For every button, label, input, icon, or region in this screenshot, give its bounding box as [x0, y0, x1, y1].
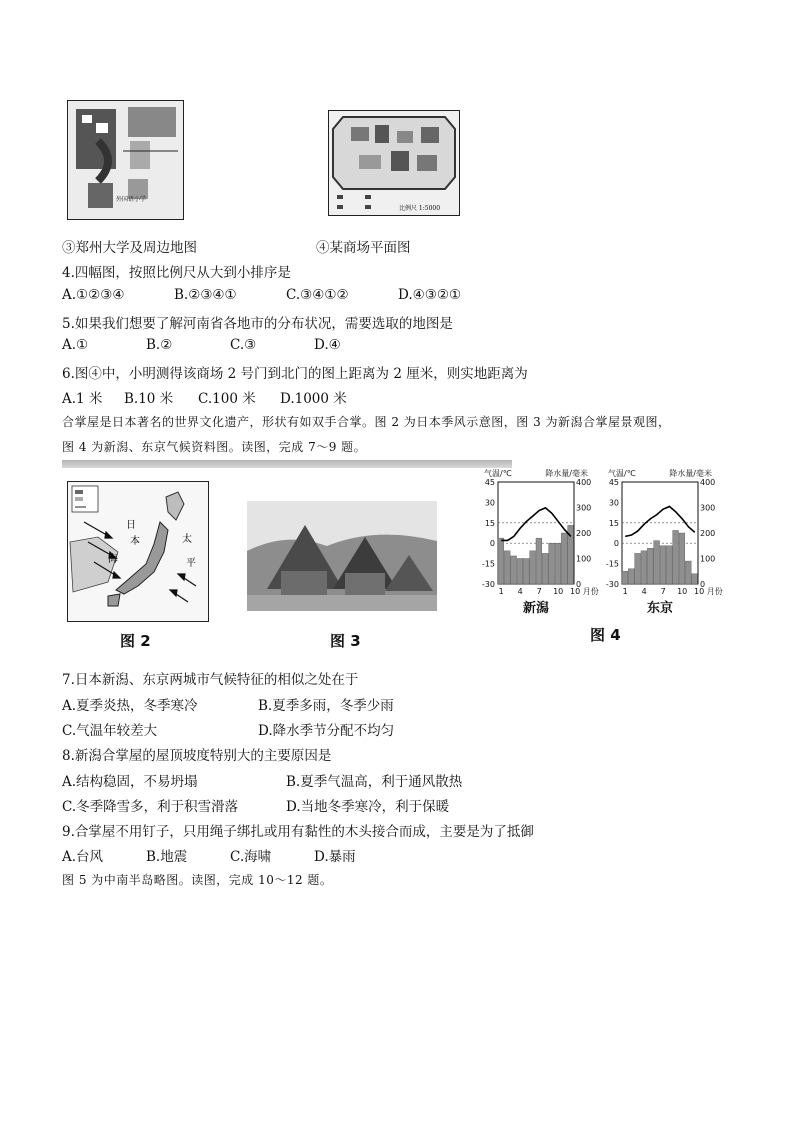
gassho-house-photo — [247, 501, 437, 611]
month-tick-label: 7 — [660, 587, 666, 596]
month-tick-label: 1 — [498, 587, 504, 596]
q5-option-b[interactable]: B.② — [146, 337, 173, 353]
temp-tick-label: 15 — [608, 518, 619, 528]
month-tick-label: 10 — [677, 587, 688, 596]
precip-bar — [549, 543, 555, 584]
month-tick-label: 4 — [517, 587, 523, 596]
precip-bar — [641, 551, 647, 584]
temp-tick-label: 0 — [613, 539, 619, 549]
precip-bar — [692, 574, 698, 584]
q7-option-c[interactable]: C.气温年较差大 — [62, 723, 158, 739]
precip-bar — [666, 546, 672, 584]
temp-tick-label: 30 — [484, 498, 495, 508]
precip-bar — [523, 559, 529, 585]
q8-option-a[interactable]: A.结构稳固，不易坍塌 — [62, 774, 198, 790]
precip-bar — [673, 530, 679, 584]
precip-bar — [685, 561, 691, 584]
temp-tick-label: 45 — [484, 478, 495, 487]
q6-option-d[interactable]: D.1000 米 — [280, 391, 347, 407]
svg-text:太: 太 — [182, 534, 192, 545]
precip-tick-label: 0 — [700, 580, 706, 589]
precip-bar — [504, 551, 510, 584]
mall-floor-plan — [328, 110, 460, 216]
precip-tick-label: 100 — [700, 554, 716, 564]
temp-tick-label: -15 — [481, 559, 495, 569]
month-tick-label: 1 — [622, 587, 628, 596]
q6-option-c[interactable]: C.100 米 — [198, 391, 256, 407]
svg-text:平: 平 — [186, 558, 196, 569]
precip-bar — [542, 553, 548, 584]
gassho-house-drawing — [247, 501, 437, 611]
precip-tick-label: 300 — [700, 503, 716, 513]
temp-tick-label: 15 — [484, 518, 495, 528]
temp-tick-label: -30 — [481, 580, 495, 589]
q5-option-d[interactable]: D.④ — [314, 337, 341, 353]
japan-monsoon-map — [67, 481, 209, 622]
precip-bar — [517, 559, 523, 585]
fig3-photo-caption: 图 3 — [330, 632, 361, 650]
month-tick-label: 7 — [536, 587, 542, 596]
precip-tick-label: 400 — [576, 478, 592, 487]
q9-option-d[interactable]: D.暴雨 — [314, 849, 356, 865]
precip-axis-label: 降水量/毫米 — [669, 469, 712, 478]
q7-stem: 7.日本新潟、东京两城市气候特征的相似之处在于 — [62, 672, 359, 688]
q4-option-c[interactable]: C.③④①② — [286, 287, 349, 303]
precip-bar — [561, 533, 567, 584]
zhengzhou-university-map — [67, 100, 184, 220]
precip-tick-label: 300 — [576, 503, 592, 513]
precip-bar — [536, 538, 542, 584]
svg-text:海: 海 — [108, 554, 118, 565]
precip-tick-label: 200 — [700, 529, 716, 538]
precip-bar — [530, 551, 536, 584]
q6-stem: 6.图④中，小明测得该商场 2 号门到北门的图上距离为 2 厘米，则实地距离为 — [62, 366, 528, 382]
q9-option-c[interactable]: C.海啸 — [230, 849, 272, 865]
q6-option-b[interactable]: B.10 米 — [124, 391, 174, 407]
temp-axis-label: 气温/℃ — [608, 469, 636, 478]
intro-paragraph-line2: 图 4 为新潟、东京气候资料图。读图，完成 7～9 题。 — [62, 440, 367, 454]
temp-tick-label: -30 — [605, 580, 619, 589]
precip-axis-label: 降水量/毫米 — [545, 469, 588, 478]
precip-bar — [622, 571, 628, 584]
intro-q10-12: 图 5 为中南半岛略图。读图，完成 10～12 题。 — [62, 873, 333, 887]
temp-tick-label: 45 — [608, 478, 619, 487]
q8-option-d[interactable]: D.当地冬季寒冷，利于保暖 — [286, 799, 450, 815]
japan-map-drawing — [68, 482, 208, 621]
q4-stem: 4.四幅图，按照比例尺从大到小排序是 — [62, 265, 291, 281]
precip-bar — [679, 533, 685, 584]
precip-bar — [660, 546, 666, 584]
q9-option-a[interactable]: A.台风 — [62, 849, 104, 865]
precip-tick-label: 0 — [576, 580, 582, 589]
q7-option-a[interactable]: A.夏季炎热，冬季寒冷 — [62, 698, 198, 714]
temp-tick-label: -15 — [605, 559, 619, 569]
fig2-caption: 图 2 — [120, 632, 151, 650]
q8-option-b[interactable]: B.夏季气温高，利于通风散热 — [286, 774, 463, 790]
svg-text:本: 本 — [130, 536, 140, 547]
temp-axis-label: 气温/℃ — [484, 469, 512, 478]
q8-option-c[interactable]: C.冬季降雪多，利于积雪滑落 — [62, 799, 239, 815]
q8-stem: 8.新潟合掌屋的屋顶坡度特别大的主要原因是 — [62, 748, 332, 764]
q5-stem: 5.如果我们想要了解河南省各地市的分布状况，需要选取的地图是 — [62, 316, 453, 332]
fig4-chart-caption: 图 4 — [590, 626, 621, 644]
precip-bar — [511, 556, 517, 584]
mall-plan-drawing — [329, 111, 459, 215]
q5-option-a[interactable]: A.① — [62, 337, 89, 353]
precip-bar — [647, 548, 653, 584]
fig4-caption: ④某商场平面图 — [316, 240, 411, 256]
precip-tick-label: 400 — [700, 478, 716, 487]
q4-option-a[interactable]: A.①②③④ — [62, 287, 125, 303]
precip-tick-label: 100 — [576, 554, 592, 564]
city-name-label: 新潟 — [522, 601, 550, 616]
school-label: 外国语小学 — [116, 196, 147, 203]
month-axis-unit: 10 月份 — [570, 587, 599, 596]
precip-bar — [498, 538, 504, 584]
climate-charts — [478, 462, 728, 622]
precip-bar — [654, 541, 660, 584]
temp-tick-label: 30 — [608, 498, 619, 508]
q4-option-b[interactable]: B.②③④① — [174, 287, 237, 303]
scan-artifact-strip — [62, 460, 512, 468]
fig3-caption: ③郑州大学及周边地图 — [62, 240, 197, 256]
month-tick-label: 4 — [641, 587, 647, 596]
svg-text:日: 日 — [126, 520, 136, 531]
q7-option-d[interactable]: D.降水季节分配不均匀 — [258, 723, 395, 739]
map-scale: 比例尺 1:5000 — [399, 205, 441, 212]
precip-tick-label: 200 — [576, 529, 592, 538]
q4-option-d[interactable]: D.④③②① — [398, 287, 462, 303]
city-name-label: 东京 — [646, 601, 674, 616]
month-tick-label: 10 — [553, 587, 564, 596]
q5-option-c[interactable]: C.③ — [230, 337, 257, 353]
month-axis-unit: 10 月份 — [694, 587, 723, 596]
temp-tick-label: 0 — [489, 539, 495, 549]
precip-bar — [635, 553, 641, 584]
q9-stem: 9.合掌屋不用钉子，只用绳子绑扎或用有黏性的木头接合而成，主要是为了抵御 — [62, 824, 534, 840]
q6-option-a[interactable]: A.1 米 — [62, 391, 103, 407]
precip-bar — [555, 543, 561, 584]
intro-paragraph-line1: 合掌屋是日本著名的世界文化遗产，形状有如双手合掌。图 2 为日本季风示意图，图 3 为新潟合掌屋景观图， — [62, 415, 671, 429]
q9-option-b[interactable]: B.地震 — [146, 849, 188, 865]
q7-option-b[interactable]: B.夏季多雨，冬季少雨 — [258, 698, 394, 714]
precip-bar — [628, 569, 634, 584]
